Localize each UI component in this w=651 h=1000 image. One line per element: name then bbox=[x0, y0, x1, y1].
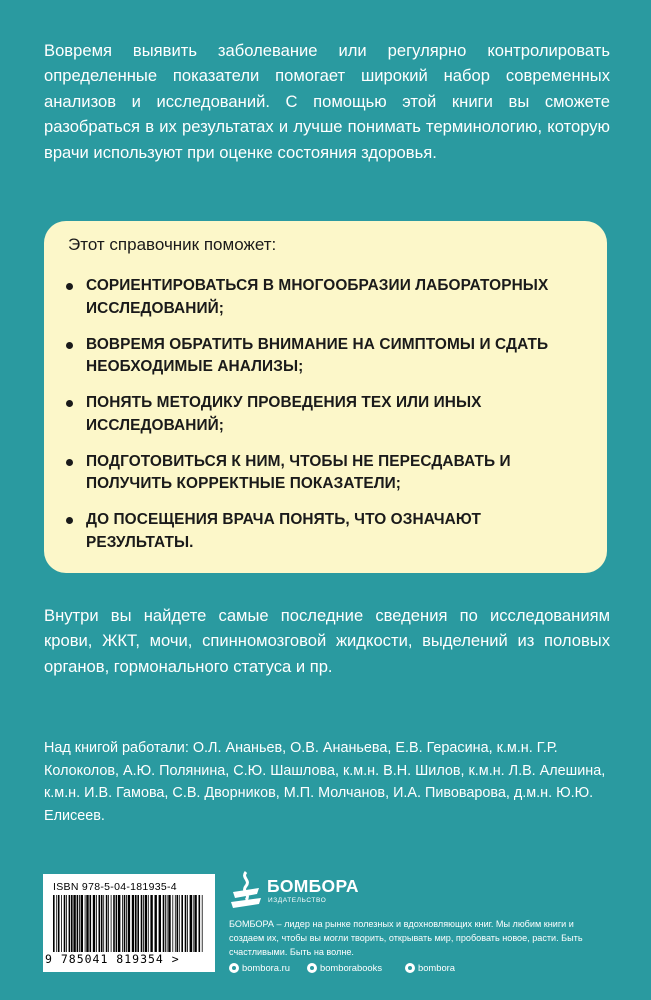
list-item: ДО ПОСЕЩЕНИЯ ВРАЧА ПОНЯТЬ, ЧТО ОЗНАЧАЮТ РЕЗУЛЬТАТЫ. bbox=[64, 509, 584, 554]
barcode-number: 9 785041 819354 > bbox=[45, 952, 180, 966]
social-link[interactable]: bomborabooks bbox=[307, 962, 382, 973]
publisher-name: БОМБОРА bbox=[267, 876, 359, 896]
list-item: ВОВРЕМЯ ОБРАТИТЬ ВНИМАНИЕ НА СИМПТОМЫ И СДАТЬ НЕОБХОДИМЫЕ АНАЛИЗЫ; bbox=[64, 334, 584, 379]
bullet-icon bbox=[66, 517, 73, 524]
intro-paragraph: Вовремя выявить заболевание или регулярно контролировать определенные показатели помогает широкий набор современных анализов и исследований. С помощью этой книги вы сможете разобраться в их результатах и лучше понимать терминологию, которую врачи используют при оценке состояния здоровья. bbox=[44, 41, 610, 162]
instagram-icon bbox=[229, 963, 239, 973]
benefits-panel bbox=[44, 221, 607, 573]
panel-title: Этот справочник поможет: bbox=[68, 235, 277, 254]
credits-paragraph: Над книгой работали: О.Л. Ананьев, О.В. Ананьева, Е.В. Герасина, к.м.н. Г.Р. Колоколов, А.Ю. Полянина, С.Ю. Шашлова, к.м.н. В.Н. Шилов, к.м.н. Л.В. Алешина, к.м.н. И.В. Гамова, С.В. Дворников, М.П. Молчанов, И.А. Пивоварова, д.м.н. Ю.Ю. Елисеев. bbox=[44, 740, 606, 824]
bullet-icon bbox=[66, 283, 73, 290]
social-link[interactable]: bombora bbox=[405, 962, 455, 973]
social-links bbox=[229, 962, 609, 976]
publisher-logo bbox=[229, 868, 359, 912]
publisher-subtitle: ИЗДАТЕЛЬСТВО bbox=[268, 897, 327, 904]
bullet-icon bbox=[66, 342, 73, 349]
barcode-icon bbox=[53, 895, 206, 952]
list-item: ПОДГОТОВИТЬСЯ К НИМ, ЧТОБЫ НЕ ПЕРЕСДАВАТЬ И ПОЛУЧИТЬ КОРРЕКТНЫЕ ПОКАЗАТЕЛИ; bbox=[64, 451, 584, 496]
vk-icon bbox=[307, 963, 317, 973]
telegram-icon bbox=[405, 963, 415, 973]
benefits-list bbox=[64, 275, 584, 568]
contents-paragraph: Внутри вы найдете самые последние сведения по исследованиям крови, ЖКТ, мочи, спинномозговой жидкости, выделений из половых органов, гормонального статуса и пр. bbox=[44, 606, 610, 676]
bullet-icon bbox=[66, 459, 73, 466]
publisher-note: БОМБОРА – лидер на рынке полезных и вдохновляющих книг. Мы любим книги и создаем их, чтобы вы могли творить, открывать мир, пробовать новое, расти. Быть счастливыми. Быть на волне. bbox=[229, 919, 583, 957]
social-link[interactable]: bombora.ru bbox=[229, 962, 290, 973]
publisher-logo-icon bbox=[229, 870, 263, 910]
list-item: СОРИЕНТИРОВАТЬСЯ В МНОГООБРАЗИИ ЛАБОРАТОРНЫХ ИССЛЕДОВАНИЙ; bbox=[64, 275, 584, 320]
barcode-block bbox=[43, 874, 215, 972]
list-item: ПОНЯТЬ МЕТОДИКУ ПРОВЕДЕНИЯ ТЕХ ИЛИ ИНЫХ ИССЛЕДОВАНИЙ; bbox=[64, 392, 584, 437]
isbn-label: ISBN 978-5-04-181935-4 bbox=[53, 881, 177, 893]
bullet-icon bbox=[66, 400, 73, 407]
